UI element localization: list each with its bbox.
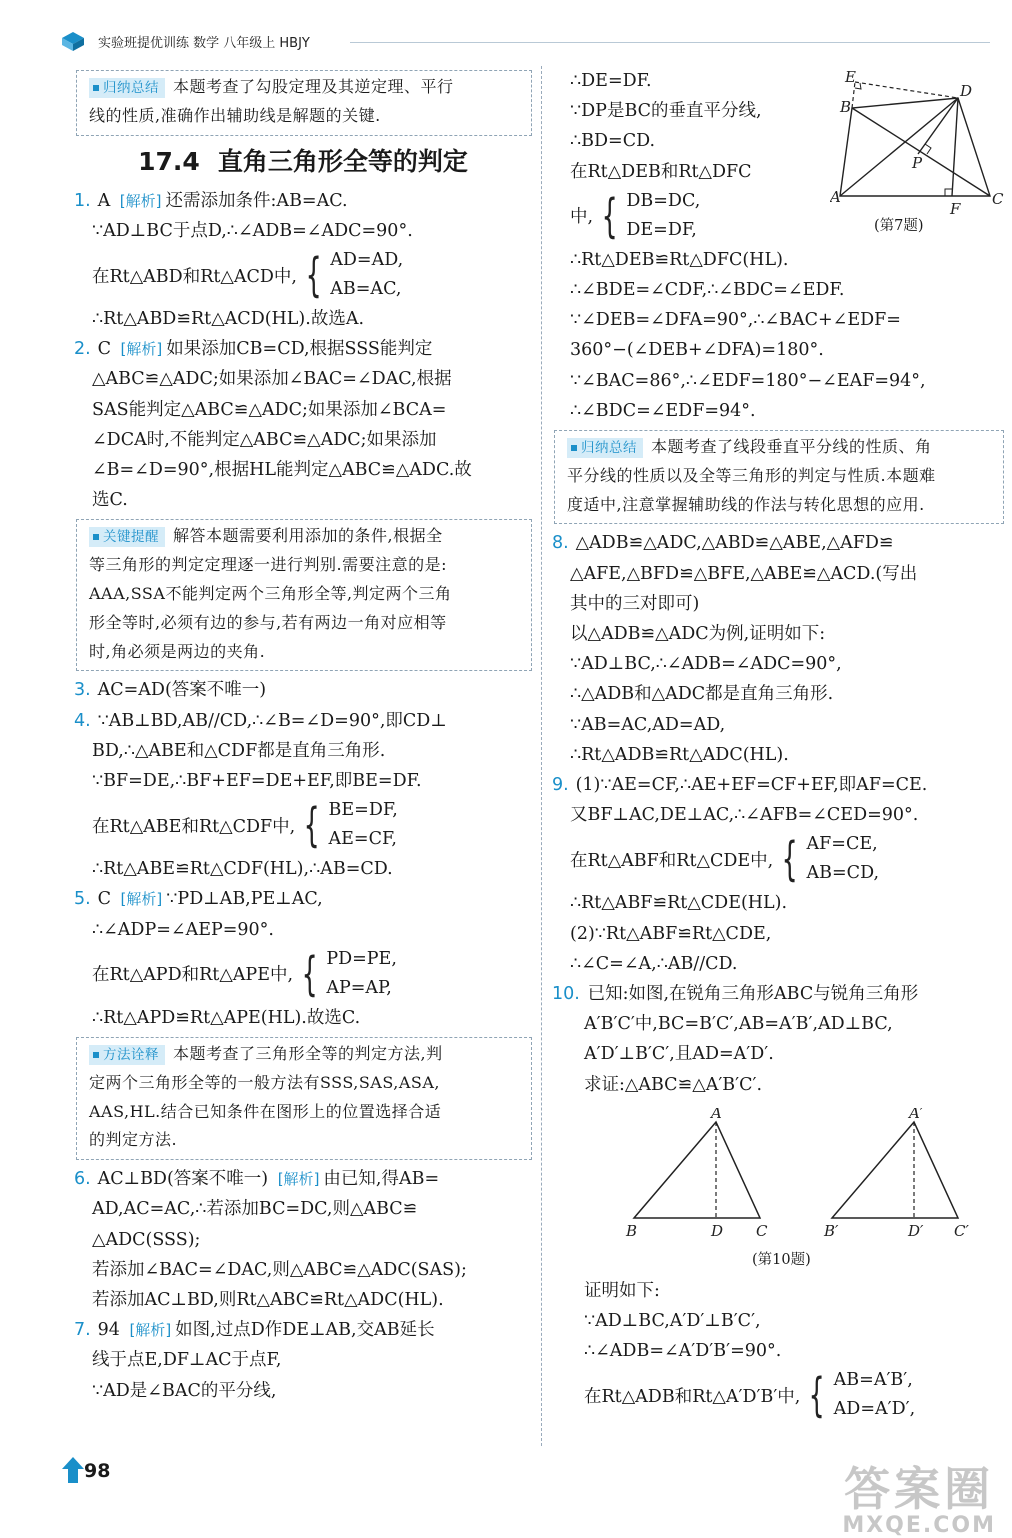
- section-title: 17.4 直角三角形全等的判定: [138, 146, 468, 176]
- summary-box-2: 归纳总结 本题考查了线段垂直平分线的性质、角 平分线的性质以及全等三角形的判定与性质.本题难 度适中,注意掌握辅助线的作法与转化思想的应用.: [554, 430, 1004, 524]
- answer-3: 3. AC=AD(答案不唯一): [74, 680, 267, 701]
- method-box: 方法诠释 本题考查了三角形全等的判定方法,判 定两个三角形全等的一般方法有SSS,SAS,ASA, AAS,HL.结合已知条件在图形上的位置选择合适 的判定方法.: [76, 1037, 532, 1160]
- answer-1: 1. A [ 解析 ] 还需添加条件:AB=AC. ∵AD⊥BC于点D,∴∠ADB=∠ADC=90°. 在Rt△ABD和Rt△ACD中, { AD=AD, AB=AC, ∴Rt△ABD≌Rt△ACD(HL).故选A.: [74, 186, 532, 335]
- figure-10: [552, 1108, 992, 1274]
- figure-10-caption: (第10题): [752, 1251, 811, 1268]
- method-badge: 方法诠释: [89, 1045, 165, 1065]
- label-P: P: [912, 154, 923, 172]
- answer-9: 9. (1)∵AE=CF,∴AE+EF=CF+EF,即AF=CE. 又BF⊥AC,DE⊥AC,∴∠AFB=∠CED=90°. 在Rt△ABF和Rt△CDE中, { AF=CE, AB=CD, ∴Rt△ABF≌Rt△CDE(HL). (2)∵Rt△ABF≌Rt△CDE, ∴∠C=∠A,∴AB//CD.: [552, 775, 928, 974]
- answer-2: 2. C [ 解析 ] 如果添加CB=CD,根据SSS能判定 △ABC≌△ADC;如果添加∠BAC=∠DAC,根据 SAS能判定△ABC≌△ADC;如果添加∠BCA= ∠DCA时,不能判定△ABC≌△ADC;如果添加 ∠B=∠D=90°,根据HL能判定△ABC≌△ADC.故 选C.: [74, 334, 532, 515]
- page-header: [60, 28, 990, 58]
- summary-box: 归纳总结 本题考查了勾股定理及其逆定理、平行 线的性质,准确作出辅助线是解题的关键.: [76, 70, 532, 136]
- page-number: 98: [60, 1455, 116, 1487]
- label-A-prime: A′: [909, 1107, 924, 1122]
- answer-5: 5. C [ 解析 ] ∵PD⊥AB,PE⊥AC, ∴∠ADP=∠AEP=90°. 在Rt△APD和Rt△APE中, { PD=PE, AP=AP, ∴Rt△APD≌Rt△APE(HL).故选C.: [74, 884, 532, 1033]
- left-column: [74, 66, 532, 1406]
- label-D: D: [960, 82, 973, 100]
- header-rule: [350, 42, 990, 43]
- book-title: 实验班提优训练 数学 八年级上 HBJY: [98, 36, 310, 51]
- label-A: A: [711, 1107, 722, 1122]
- right-column: [552, 66, 1004, 1424]
- label-F: F: [950, 200, 961, 218]
- watermark: 答案圈 MXQE.COM: [842, 1462, 996, 1538]
- book-logo-icon: [60, 30, 86, 52]
- label-B-prime: B′: [824, 1221, 839, 1240]
- label-E: E: [845, 68, 856, 86]
- page-number-arrow-icon: [60, 1455, 86, 1485]
- column-divider: [541, 66, 542, 1446]
- label-D: D: [711, 1221, 724, 1240]
- key-reminder-box: 关键提醒 解答本题需要利用添加的条件,根据全 等三角形的判定定理逐一进行判别.需要注意的是: AAA,SSA不能判定两个三角形全等,判定两个三角 形全等时,必须有边的参与,若有两边一角对应相等 时,角必须是两边的夹角.: [76, 519, 532, 671]
- label-C-prime: C′: [954, 1221, 969, 1240]
- answer-4: 4. ∵AB⊥BD,AB//CD,∴∠B=∠D=90°,即CD⊥ BD,∴△ABE和△CDF都是直角三角形. ∵BF=DE,∴BF+EF=DE+EF,即BE=DF. 在Rt△ABE和Rt△CDF中, { BE=DF, AE=CF, ∴Rt△ABE≌Rt△CDF(HL),∴AB=CD.: [74, 710, 447, 880]
- label-C: C: [756, 1221, 768, 1240]
- answer-8: 8. △ADB≌△ADC,△ABD≌△ABE,△AFD≌ △AFE,△BFD≌△BFE,△ABE≌△ACD.(写出 其中的三对即可) 以△ADB≌△ADC为例,证明如下: ∵AD⊥BC,∴∠ADB=∠ADC=90°, ∴△ADB和△ADC都是直角三角形. ∵AB=AC,AD=AD, ∴Rt△ADB≌Rt△ADC(HL).: [552, 533, 918, 765]
- label-C: C: [992, 190, 1004, 208]
- answer-7: 7. 94 [ 解析 ] 如图,过点D作DE⊥AB,交AB延长 线于点E,DF⊥AC于点F, ∵AD是∠BAC的平分线,: [74, 1315, 532, 1406]
- label-B: B: [626, 1221, 638, 1240]
- figure-7-diagram: [830, 68, 1010, 218]
- figure-7-caption: (第7题): [874, 218, 924, 234]
- summary-badge-2: 归纳总结: [567, 438, 643, 458]
- key-reminder-badge: 关键提醒: [89, 527, 165, 547]
- summary-badge: 归纳总结: [89, 78, 165, 98]
- label-D-prime: D′: [908, 1221, 924, 1240]
- label-A: A: [830, 188, 841, 206]
- figure-10-triangles: [552, 1108, 992, 1248]
- answer-7-continued: ∴DE=DF. ∵DP是BC的垂直平分线, ∴BD=CD. 在Rt△DEB和Rt△DFC 中, { DB=DC, DE=DF, ∴Rt△DEB≌Rt△DFC(HL). ∴∠BDE=∠CDF,∴∠BDC=∠EDF. ∵∠DEB=∠DFA=90°,∴∠BAC+∠EDF= 360°−(∠DEB+∠DFA)=180°. ∵∠BAC=86°,∴∠EDF=180°−∠EAF=94°, ∴∠BDC=∠EDF=94°.: [570, 71, 926, 421]
- answer-10: 10. 已知:如图,在锐角三角形ABC与锐角三角形 A′B′C′中,BC=B′C′,AB=A′B′,AD⊥BC, A′D′⊥B′C′,且AD=A′D′. 求证:△ABC≌△A′B′C′. A B D C A′ B′ D′ C′ (第10题) 证明如下: ∵AD⊥BC,A′D′⊥B′C′, ∴∠ADB=∠A′D′B′=90°. 在Rt△ADB和Rt△A′D′B′中, { AB=A′B′, AD=A′D′,: [552, 979, 1004, 1424]
- figure-7: [830, 68, 1010, 238]
- answer-6: 6. AC⊥BD(答案不唯一) [ 解析 ] 由已知,得AB= AD,AC=AC,∴若添加BC=DC,则△ABC≌ △ADC(SSS); 若添加∠BAC=∠DAC,则△ABC≌△ADC(SAS); 若添加AC⊥BD,则Rt△ABC≌Rt△ADC(HL).: [74, 1164, 532, 1315]
- label-B: B: [840, 98, 852, 116]
